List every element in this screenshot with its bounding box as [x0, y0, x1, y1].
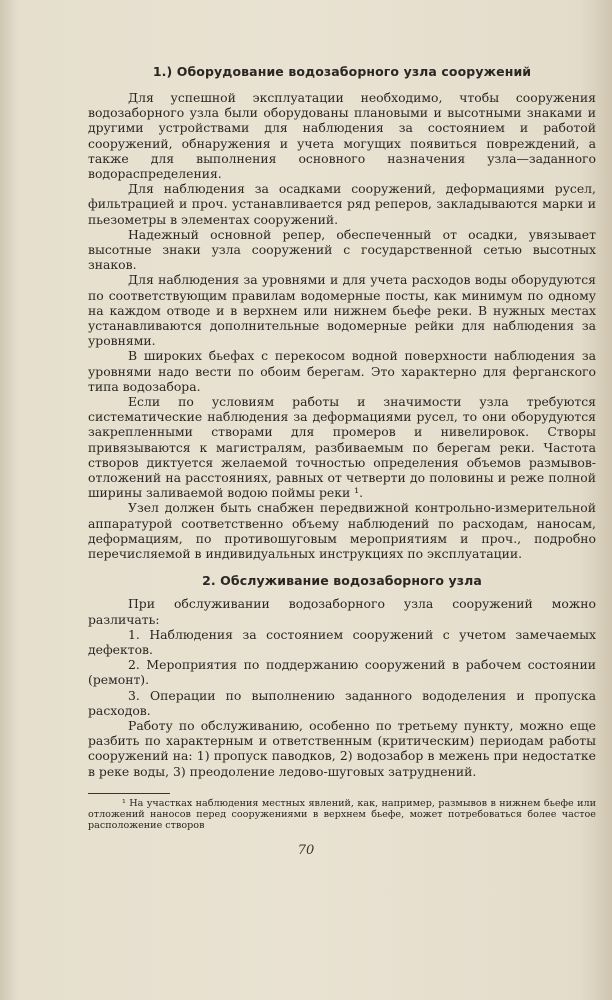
list-item: 2. Мероприятия по поддержанию сооружений в рабочем состоянии (ремонт). — [88, 657, 596, 688]
paragraph: Для наблюдения за осадками сооружений, деформациями русел, фильтрацией и проч. устанавливается ряд реперов, закладываются марки и пьезометры в элементах сооружений. — [88, 181, 596, 227]
page-content — [88, 64, 596, 831]
paragraph: Для наблюдения за уровнями и для учета расходов воды оборудуются по соответствующим правилам водомерные посты, как минимум по одному на каждом отводе и в верхнем или нижнем бьефе реки. В нужных местах устанавливаются дополнительные водомерные рейки для наблюдения за уровнями. — [88, 272, 596, 349]
paragraph: При обслуживании водозаборного узла сооружений можно различать: — [88, 596, 596, 627]
list-item: 1. Наблюдения за состоянием сооружений с учетом замечаемых дефектов. — [88, 626, 596, 657]
page-number: 70 — [297, 843, 315, 858]
paragraph: В широких бьефах с перекосом водной поверхности наблюдения за уровнями надо вести по обоим берегам. Это характерно для ферганского типа водозабора. — [88, 348, 596, 394]
paragraph: Для успешной эксплуатации необходимо, чтобы сооружения водозаборного узла были оборудованы плановыми и высотными знаками и другими устройствами для наблюдения за состоянием и работой сооружений, обнаружения и учета могущих появиться повреждений, а также для выполнения основного назначения узла—заданного водораспределения. — [88, 90, 596, 182]
paragraph: Узел должен быть снабжен передвижной контрольно-измерительной аппаратурой соответственно объему наблюдений по расходам, наносам, деформациям, по противошуговым мероприятиям и проч., подробно перечисляемой в индивидуальных инструкциях по эксплуатации. — [88, 500, 596, 562]
paragraph: Надежный основной репер, обеспеченный от осадки, увязывает высотные знаки узла сооружений с государственной сетью высотных знаков. — [88, 226, 596, 273]
paragraph: Если по условиям работы и значимости узла требуются систематические наблюдения за деформациями русел, то они оборудуются закрепленными створами для промеров и нивелировок. Створы привязываются к магистралям, разбиваемым по берегам реки. Частота створов диктуется желаемой точностью определения объемов размывов-отложений на расстояниях, равных от четверти до половины и реже полной ширины заливаемой водою поймы реки ¹. — [88, 394, 596, 501]
footnote-divider — [88, 793, 170, 794]
footnote: ¹ На участках наблюдения местных явлений, как, например, размывов в нижнем бьефе или отложений наносов перед сооружениями в верхнем бьефе, может потребоваться более частое расположение створов — [88, 797, 596, 832]
paragraph: Работу по обслуживанию, особенно по третьему пункту, можно еще разбить по характерным и ответственным (критическим) периодам работы сооружений на: 1) пропуск паводков, 2) водозабор в межень при недостатке в реке воды, 3) преодоление ледово-шуговых затруднений. — [88, 717, 596, 779]
section-heading-equipment: 1.) Оборудование водозаборного узла сооружений — [152, 64, 532, 79]
section-heading-maintenance: 2. Обслуживание водозаборного узла — [202, 573, 482, 589]
list-item: 3. Операции по выполнению заданного вододеления и пропуска расходов. — [88, 687, 596, 718]
